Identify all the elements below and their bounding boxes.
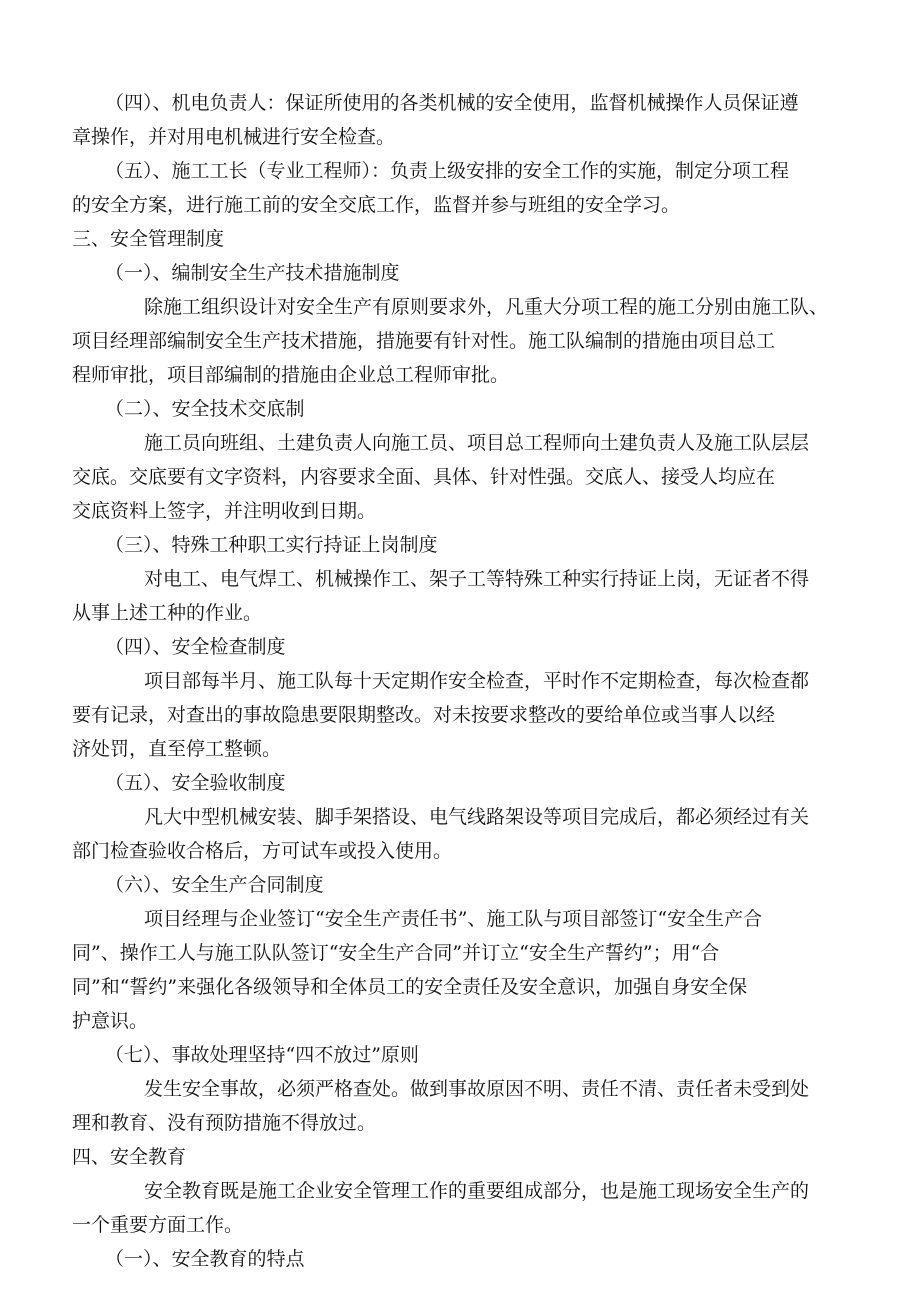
text-line: 项目经理与企业签订“安全生产责任书”、施工队与项目部签订“安全生产合 [144, 908, 763, 930]
text-line: 凡大中型机械安装、脚手架搭设、电气线路架设等项目完成后，都必须经过有关 [144, 806, 810, 828]
subsection-heading: （一）、编制安全生产技术措施制度 [105, 262, 400, 284]
text-line: 理和教育、没有预防措施不得放过。 [72, 1112, 377, 1134]
subsection-heading: （一）、安全教育的特点 [105, 1248, 305, 1270]
text-line: 程师审批，项目部编制的措施由企业总工程师审批。 [72, 364, 510, 386]
text-line: 从事上述工种的作业。 [72, 602, 263, 624]
text-line: 济处罚，直至停工整顿。 [72, 738, 282, 760]
text-line: （四）、机电负责人：保证所使用的各类机械的安全使用，监督机械操作人员保证遵 [105, 92, 799, 114]
subsection-heading: （三）、特殊工种职工实行持证上岗制度 [105, 534, 438, 556]
text-line: 交底资料上签字，并注明收到日期。 [72, 500, 377, 522]
text-line: 同”、操作工人与施工队队签订“安全生产合同”并订立“安全生产誓约”；用“合 [72, 942, 720, 964]
subsection-heading: （六）、安全生产合同制度 [105, 874, 324, 896]
section-heading: 四、安全教育 [72, 1146, 187, 1168]
section-heading: 三、安全管理制度 [72, 228, 225, 250]
text-line: 一个重要方面工作。 [72, 1214, 244, 1236]
text-line: 章操作，并对用电机械进行安全检查。 [72, 126, 396, 148]
text-line: （五）、施工工长（专业工程师）：负责上级安排的安全工作的实施，制定分项工程 [105, 160, 790, 182]
text-line: 部门检查验收合格后，方可试车或投入使用。 [72, 840, 453, 862]
text-line: 同”和“誓约”来强化各级领导和全体员工的安全责任及安全意识，加强自身安全保 [72, 976, 748, 998]
text-line: 安全教育既是施工企业安全管理工作的重要组成部分，也是施工现场安全生产的 [144, 1180, 810, 1202]
text-line: 交底。交底要有文字资料，内容要求全面、具体、针对性强。交底人、接受人均应在 [72, 466, 776, 488]
subsection-heading: （五）、安全验收制度 [105, 772, 286, 794]
text-line: 项目部每半月、施工队每十天定期作安全检查，平时作不定期检查，每次检查都 [144, 670, 810, 692]
subsection-heading: （七）、事故处理坚持“四不放过”原则 [105, 1044, 419, 1066]
text-line: 发生安全事故，必须严格查处。做到事故原因不明、责任不清、责任者未受到处 [144, 1078, 810, 1100]
subsection-heading: （四）、安全检查制度 [105, 636, 286, 658]
text-line: 护意识。 [72, 1010, 149, 1032]
text-line: 要有记录，对查出的事故隐患要限期整改。对未按要求整改的要给单位或当事人以经 [72, 704, 776, 726]
text-line: 施工员向班组、土建负责人向施工员、项目总工程师向土建负责人及施工队层层 [144, 432, 810, 454]
text-line: 除施工组织设计对安全生产有原则要求外，凡重大分项工程的施工分别由施工队、 [144, 296, 829, 318]
text-line: 的安全方案，进行施工前的安全交底工作，监督并参与班组的安全学习。 [72, 194, 681, 216]
text-line: 对电工、电气焊工、机械操作工、架子工等特殊工种实行持证上岗，无证者不得 [144, 568, 810, 590]
text-line: 项目经理部编制安全生产技术措施，措施要有针对性。施工队编制的措施由项目总工 [72, 330, 776, 352]
subsection-heading: （二）、安全技术交底制 [105, 398, 305, 420]
